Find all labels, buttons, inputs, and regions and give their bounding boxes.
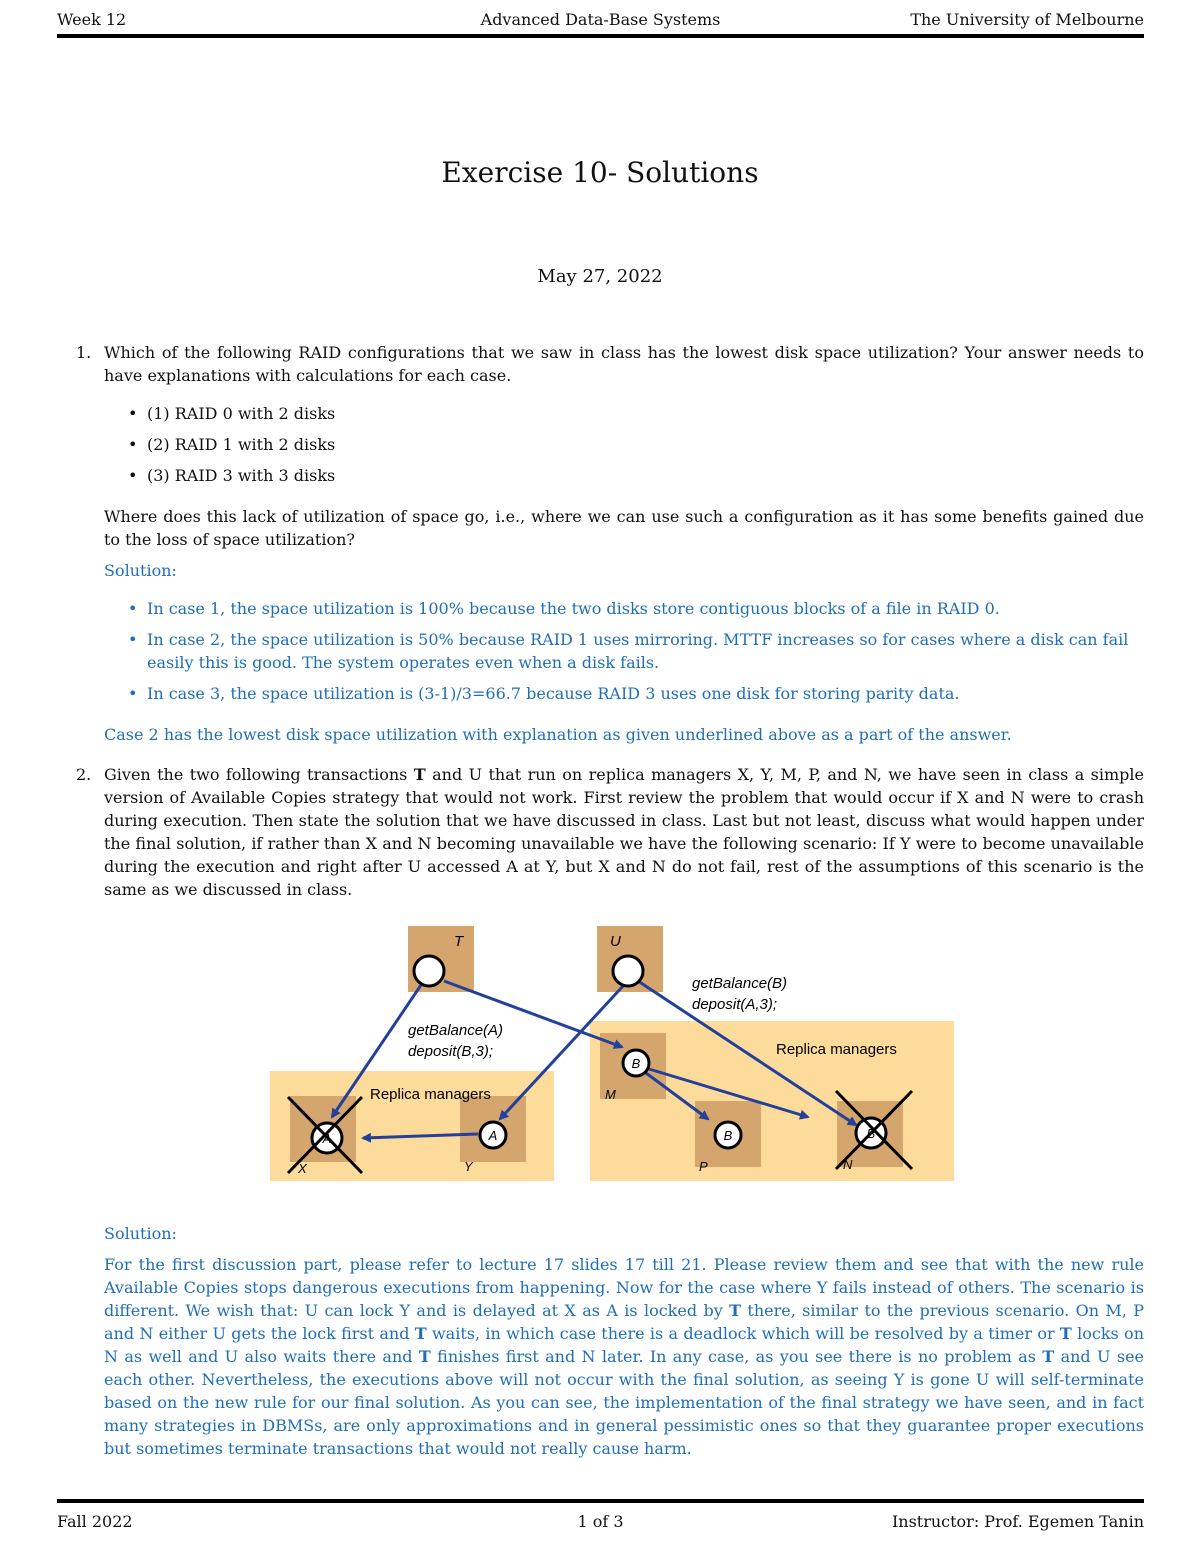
page-header [57,8,1144,32]
q1-option: • (3) RAID 3 with 3 disks [128,464,1144,487]
q1-option: • (2) RAID 1 with 2 disks [128,433,1144,456]
q2-solution-part: waits, in which case there is a deadlock which will be resolved by a timer or [426,1324,1060,1343]
q2-solution-t: T [729,1301,742,1320]
q1-options [128,402,1144,487]
header-week: Week 12 [57,10,127,29]
q2-text-part: and U that run on replica managers X, Y, M, P, and N, we have seen in class a simple version of Available Copies strategy that would not work. First review the problem that would occur if X and N were to crash during execution. Then state the solution that we have discussed in class. Last but not least, discuss what would happen under the final solution, if rather than X and N becoming unavailable we have the following scenario: If Y were to become unavailable during the execution and right after U accessed A at Y, but X and N do not fail, rest of the assumptions of this scenario is the same as we discussed in class. [104,765,1144,899]
replica-managers-diagram [266,921,956,1186]
t-op-deposit: deposit(B,3); [408,1043,494,1060]
document-title: Exercise 10- Solutions [441,156,759,189]
header-university: The University of Melbourne [910,10,1144,29]
replica-managers-left-label: Replica managers [370,1086,491,1103]
footer-page-number: 1 of 3 [577,1512,624,1531]
server-x-label: X [298,1161,307,1176]
t-op-getbalance: getBalance(A) [408,1022,504,1039]
q2-solution-part: there, similar to the previous scenario. On M, P and N either U gets the lock first and [104,1301,1145,1343]
header-course: Advanced Data-Base Systems [480,10,721,29]
label-t: T [454,933,464,950]
q2-text-part: Given the two following transactions [104,765,414,784]
q2-solution-part: locks on N as well and U also waits there and [104,1324,1144,1366]
q2-solution-t: T [1059,1324,1072,1343]
q1-text: Which of the following RAID configurations that we saw in class has the lowest disk space utilization? Your answer needs to have explanations with calculations for each case. [104,343,1144,385]
q2-solution-t: T [418,1347,431,1366]
footer-instructor: Instructor: Prof. Egemen Tanin [891,1512,1144,1531]
object-a-y-label: A [488,1128,498,1143]
label-u: U [610,933,621,950]
u-op-deposit: deposit(A,3); [692,996,778,1013]
footer-rule [57,1499,1144,1503]
object-b-n-label: B [866,1126,876,1141]
q2-number: 2. [76,765,92,784]
q1-option: • (1) RAID 0 with 2 disks [128,402,1144,425]
transaction-t-node [414,956,444,986]
header-rule [57,34,1144,38]
u-op-getbalance: getBalance(B) [692,975,788,992]
q2-text [104,763,1144,901]
q1-solution-item: • In case 2, the space utilization is 50% because RAID 1 uses mirroring. MTTF increases so for cases where a disk can fail easily this is good. The system operates even when a disk fails. [128,628,1144,674]
q1-conclusion: Case 2 has the lowest disk space utilization with explanation as given underlined above as a part of the answer. [104,725,1012,744]
q1-number: 1. [76,343,92,362]
q2-solution-text [104,1253,1144,1460]
q1-solution-label: Solution: [104,561,177,580]
q1-followup: Where does this lack of utilization of space go, i.e., where we can use such a configuration as it has some benefits gained due to the loss of space utilization? [104,507,1144,549]
q1-solution-list [128,597,1144,705]
q2-text-t: T [413,765,426,784]
server-n-label: N [843,1157,853,1172]
transaction-u-node [613,956,643,986]
server-p-label: P [699,1159,708,1174]
q2-solution-part: For the first discussion part, please refer to lecture 17 slides 17 till 21. Please review them and see that with the new rule Available Copies stops dangerous executions from happening. Now for the case where Y fails instead of others. The scenario is different. We wish that: U can lock Y and is delayed at X as A is locked by [104,1255,1144,1320]
q1-solution-item: • In case 3, the space utilization is (3-1)/3=66.7 because RAID 3 uses one disk for storing parity data. [128,682,1144,705]
object-a-x-label: A [322,1131,332,1146]
server-y-label: Y [464,1159,473,1174]
q2-solution-part: finishes first and N later. In any case, as you see there is no problem as [430,1347,1043,1366]
replica-managers-right-label: Replica managers [776,1041,897,1058]
q2-solution-part: and U see each other. Nevertheless, the executions above will not occur with the final solution, as seeing Y is gone U will self-terminate based on the new rule for our final solution. As you can see, the implementation of the final strategy we have seen, and in fact many strategies in DBMSs, are only approximations and in general pessimistic ones so that they guarantee proper executions but sometimes terminate transactions that would not really cause harm. [104,1347,1145,1458]
q2-solution-t: T [1042,1347,1055,1366]
page-footer [57,1512,1144,1536]
object-b-p-label: B [723,1128,733,1143]
q2-solution-label: Solution: [104,1224,177,1243]
diagram-svg [266,921,956,1186]
server-m-label: M [605,1087,616,1102]
document-date: May 27, 2022 [537,266,663,287]
q2-solution-t: T [414,1324,427,1343]
object-b-m-label: B [631,1056,641,1071]
q1-solution-item: • In case 1, the space utilization is 100% because the two disks store contiguous blocks of a file in RAID 0. [128,597,1144,620]
footer-term: Fall 2022 [57,1512,133,1531]
